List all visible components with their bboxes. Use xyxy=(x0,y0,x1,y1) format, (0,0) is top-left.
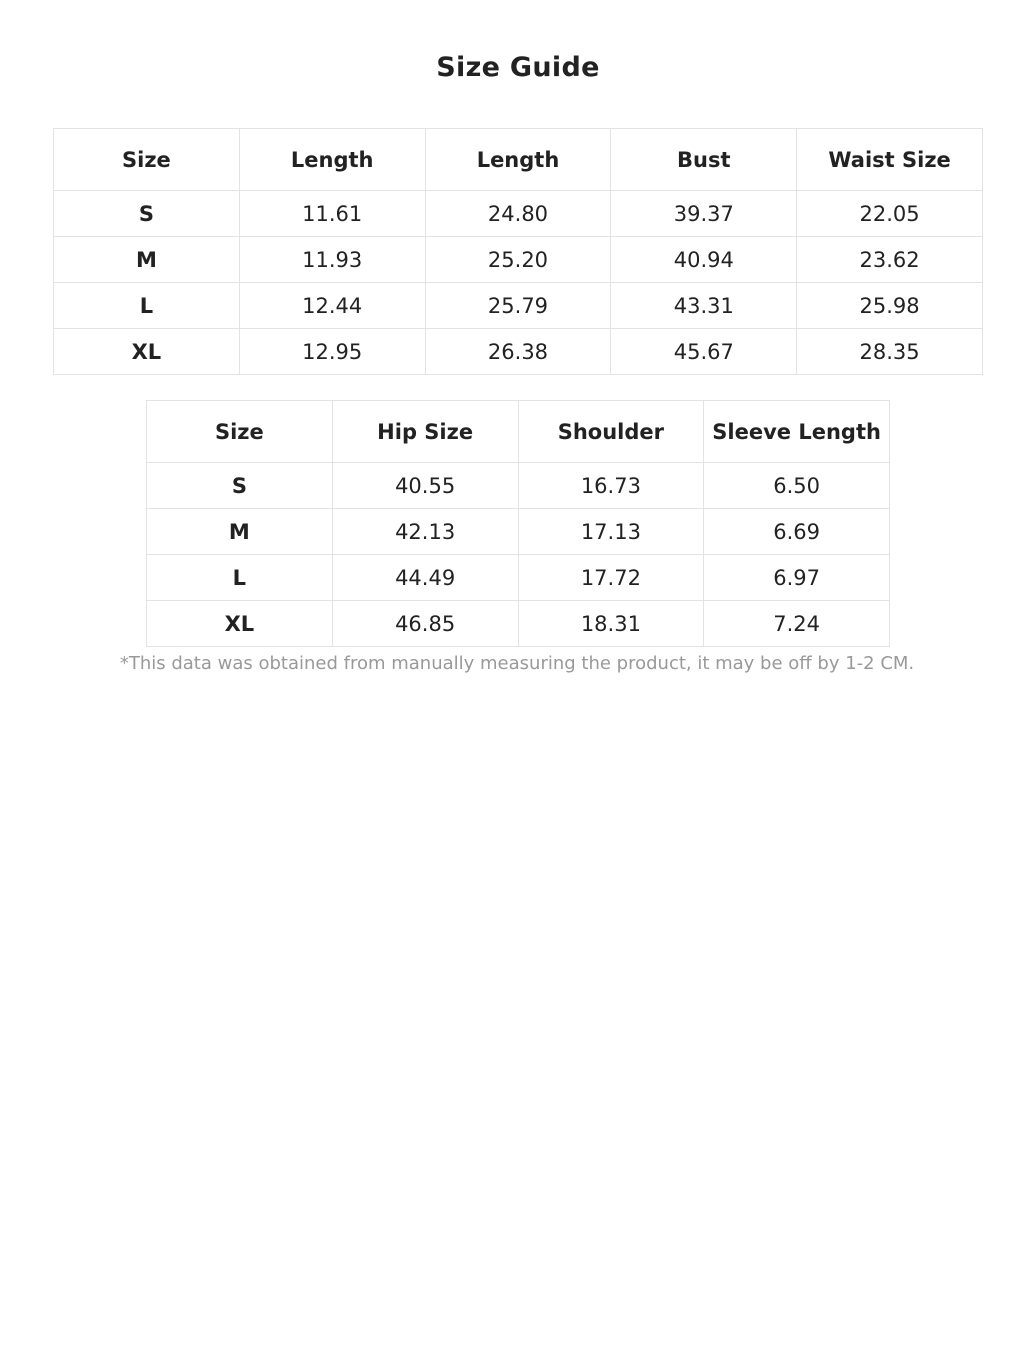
table-cell: 6.97 xyxy=(704,555,890,601)
table-row xyxy=(147,463,890,509)
column-header: Shoulder xyxy=(518,401,704,463)
table-row xyxy=(147,509,890,555)
column-header: Length xyxy=(425,129,611,191)
table-header-row xyxy=(54,129,983,191)
table-row xyxy=(54,329,983,375)
size-cell: L xyxy=(147,555,333,601)
table-cell: 16.73 xyxy=(518,463,704,509)
size-cell: M xyxy=(147,509,333,555)
size-cell: M xyxy=(54,237,240,283)
table-cell: 26.38 xyxy=(425,329,611,375)
size-cell: XL xyxy=(147,601,333,647)
page-title: Size Guide xyxy=(436,52,600,83)
table-row xyxy=(147,555,890,601)
size-cell: S xyxy=(54,191,240,237)
table-cell: 44.49 xyxy=(332,555,518,601)
table-cell: 17.72 xyxy=(518,555,704,601)
table-cell: 40.94 xyxy=(611,237,797,283)
column-header: Hip Size xyxy=(332,401,518,463)
table-cell: 25.79 xyxy=(425,283,611,329)
column-header: Size xyxy=(147,401,333,463)
table-cell: 40.55 xyxy=(332,463,518,509)
column-header: Sleeve Length xyxy=(704,401,890,463)
table-cell: 43.31 xyxy=(611,283,797,329)
table-cell: 46.85 xyxy=(332,601,518,647)
table-cell: 17.13 xyxy=(518,509,704,555)
table-cell: 28.35 xyxy=(797,329,983,375)
column-header: Bust xyxy=(611,129,797,191)
size-table-measurements xyxy=(53,128,983,375)
size-cell: XL xyxy=(54,329,240,375)
table-cell: 25.98 xyxy=(797,283,983,329)
size-table-fit xyxy=(146,400,890,647)
table-cell: 23.62 xyxy=(797,237,983,283)
table-cell: 7.24 xyxy=(704,601,890,647)
table-header-row xyxy=(147,401,890,463)
table-cell: 12.44 xyxy=(239,283,425,329)
column-header: Waist Size xyxy=(797,129,983,191)
table-row xyxy=(147,601,890,647)
table-cell: 45.67 xyxy=(611,329,797,375)
table-cell: 42.13 xyxy=(332,509,518,555)
size-cell: L xyxy=(54,283,240,329)
table-row xyxy=(54,237,983,283)
table-cell: 6.69 xyxy=(704,509,890,555)
table-cell: 18.31 xyxy=(518,601,704,647)
table-cell: 24.80 xyxy=(425,191,611,237)
table-cell: 11.61 xyxy=(239,191,425,237)
size-cell: S xyxy=(147,463,333,509)
table-cell: 39.37 xyxy=(611,191,797,237)
column-header: Length xyxy=(239,129,425,191)
table-cell: 11.93 xyxy=(239,237,425,283)
table-row xyxy=(54,283,983,329)
table-cell: 22.05 xyxy=(797,191,983,237)
table-cell: 12.95 xyxy=(239,329,425,375)
table-cell: 25.20 xyxy=(425,237,611,283)
table-row xyxy=(54,191,983,237)
column-header: Size xyxy=(54,129,240,191)
table-cell: 6.50 xyxy=(704,463,890,509)
measurement-disclaimer: *This data was obtained from manually measuring the product, it may be off by 1-2 CM. xyxy=(119,653,915,674)
